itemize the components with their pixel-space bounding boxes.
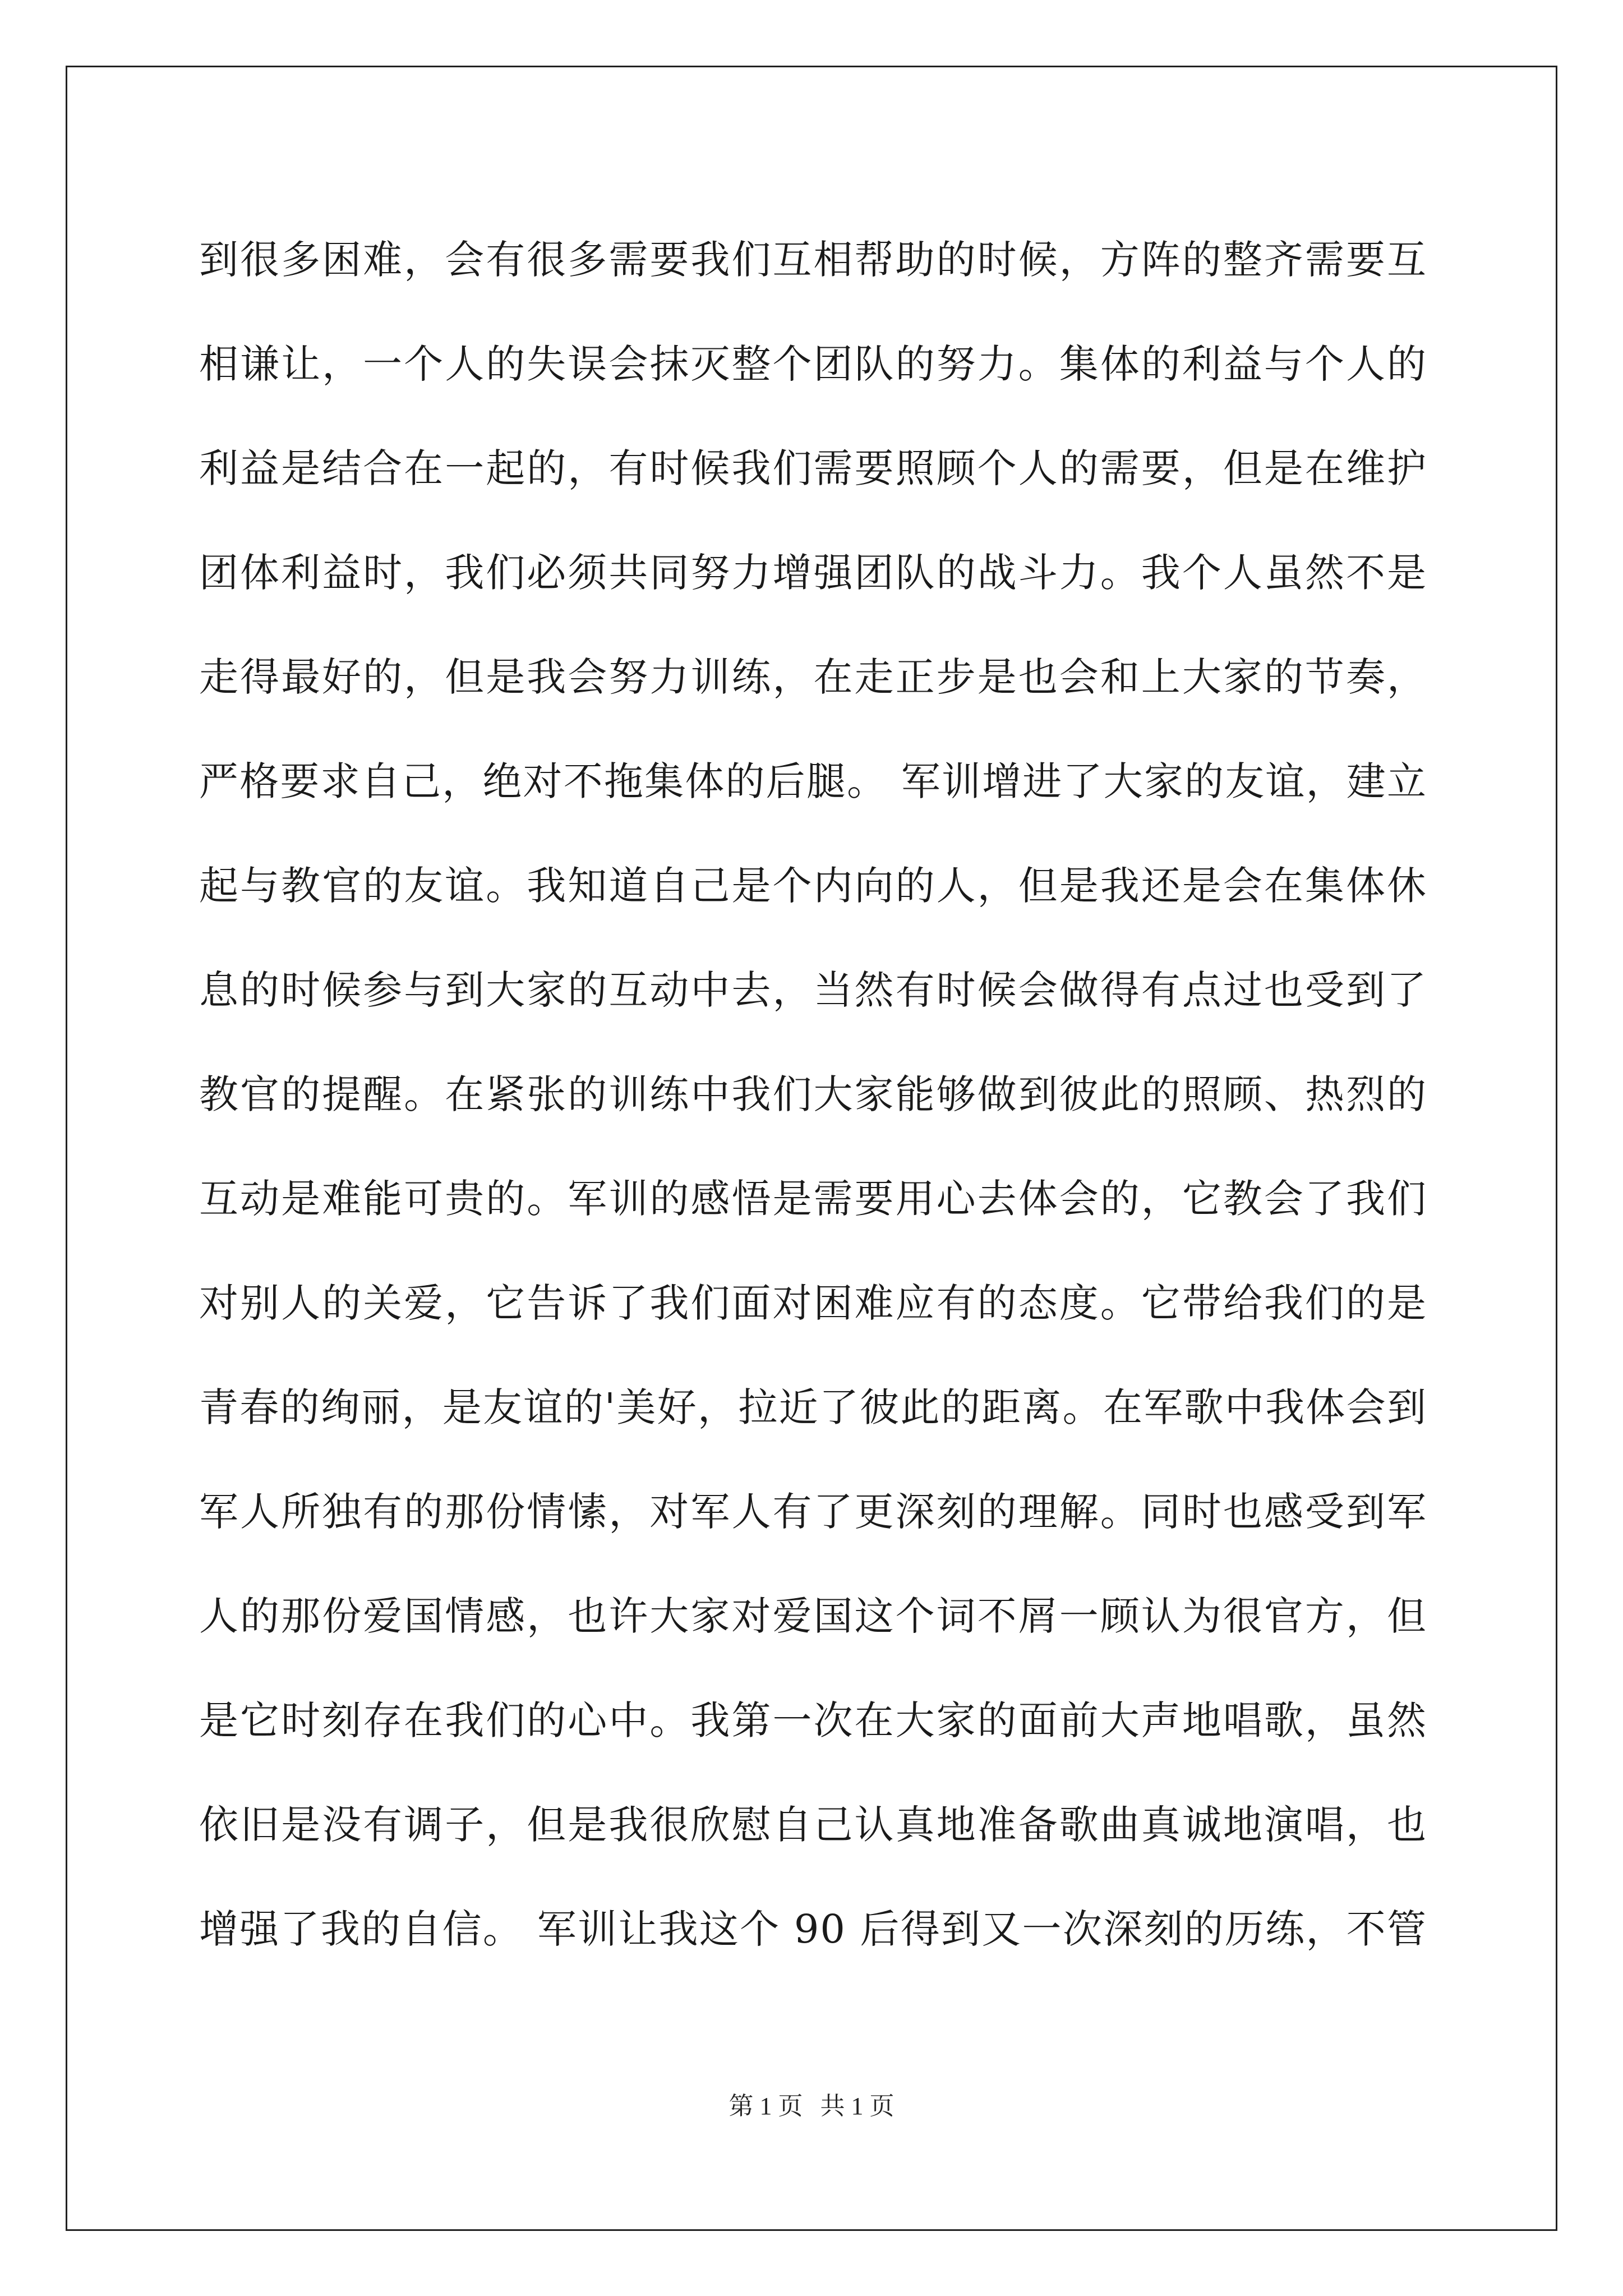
text-line: 相谦让，一个人的失误会抹灭整个团队的努力。集体的利益与个人的 <box>199 341 1427 387</box>
text-line: 息的时候参与到大家的互动中去，当然有时候会做得有点过也受到了 <box>199 967 1427 1013</box>
text-line: 是它时刻存在我们的心中。我第一次在大家的面前大声地唱歌，虽然 <box>199 1697 1427 1743</box>
text-line: 人的那份爱国情感，也许大家对爱国这个词不屑一顾认为很官方，但 <box>199 1593 1427 1639</box>
text-line: 青春的绚丽，是友谊的'美好，拉近了彼此的距离。在军歌中我体会到 <box>199 1384 1427 1430</box>
page-number: 第 1 页 <box>728 2092 803 2120</box>
text-line: 利益是结合在一起的，有时候我们需要照顾个人的需要，但是在维护 <box>199 445 1427 491</box>
text-line: 到很多困难，会有很多需要我们互相帮助的时候，方阵的整齐需要互 <box>199 237 1427 283</box>
text-line: 教官的提醒。在紧张的训练中我们大家能够做到彼此的照顾、热烈的 <box>199 1071 1427 1117</box>
text-line: 对别人的关爱，它告诉了我们面对困难应有的态度。它带给我们的是 <box>199 1280 1427 1326</box>
text-line: 团体利益时，我们必须共同努力增强团队的战斗力。我个人虽然不是 <box>199 550 1427 596</box>
text-line: 互动是难能可贵的。军训的感悟是需要用心去体会的，它教会了我们 <box>199 1176 1427 1222</box>
page-total: 共 1 页 <box>820 2092 895 2120</box>
text-line: 起与教官的友谊。我知道自己是个内向的人，但是我还是会在集体休 <box>199 863 1427 909</box>
text-line: 走得最好的，但是我会努力训练，在走正步是也会和上大家的节奏， <box>199 654 1427 700</box>
page-footer <box>0 2090 1623 2123</box>
document-body <box>199 208 1427 1981</box>
text-line: 军人所独有的那份情愫，对军人有了更深刻的理解。同时也感受到军 <box>199 1489 1427 1535</box>
text-line: 依旧是没有调子，但是我很欣慰自己认真地准备歌曲真诚地演唱，也 <box>199 1802 1427 1848</box>
text-line: 严格要求自己，绝对不拖集体的后腿。 军训增进了大家的友谊，建立 <box>199 758 1427 804</box>
text-line: 增强了我的自信。 军训让我这个 90 后得到又一次深刻的历练，不管 <box>199 1906 1427 1952</box>
